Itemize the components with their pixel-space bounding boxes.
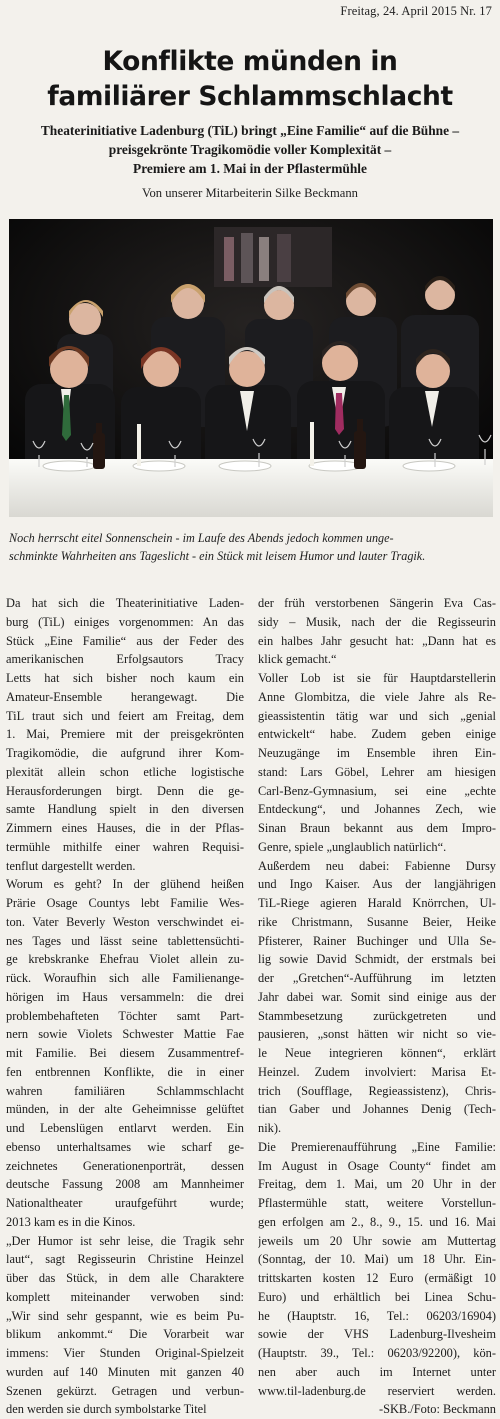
left-column-line: amerikanischen Erfolgsautors Tracy xyxy=(6,652,244,667)
left-column-line: Szenen gekürzt. Getragen und verbun- xyxy=(6,1383,244,1398)
right-column-line: Freitag, dem 1. Mai, um 20 Uhr in der xyxy=(258,1177,496,1192)
right-column-line: (Hauptstr. 39., Tel.: 06203/92200), kön- xyxy=(258,1346,496,1360)
left-column-line: immens: Vier Stunden Original-Spielzeit xyxy=(6,1346,244,1360)
left-column-line: zeichnetes Generationenporträt, dessen xyxy=(6,1158,244,1173)
left-column-line: problembehafteten Töchter samt Part- xyxy=(6,1008,244,1023)
right-column-line: Carl-Benz-Gymnasium, sei eine „echte xyxy=(258,783,496,798)
left-column-line: „Wir sind sehr gespannt, wie es beim Pu- xyxy=(6,1308,244,1323)
right-column-line: Im August in Osage County“ findet am xyxy=(258,1158,496,1173)
photo-caption xyxy=(9,529,493,565)
subhead-line-3: Premiere am 1. Mai in der Pflastermühle xyxy=(133,161,367,176)
left-column-line: fen entbrennen Konflikte, die in einer xyxy=(6,1064,244,1079)
left-column-line: Stück „Eine Familie“ aus der Feder des xyxy=(6,633,244,648)
left-column-line: termühle mithilfe einer wahren Requisi- xyxy=(6,839,244,854)
right-column-line: sidy – Musik, nach der die Regisseurin xyxy=(258,614,496,629)
caption-line-2: schminkte Wahrheiten ans Tageslicht - ein Stück mit leisem Humor und lauter Tragik. xyxy=(9,549,426,563)
left-column-line: 2013 kam es in die Kinos. xyxy=(6,1214,136,1229)
left-column-line: Da hat sich die Theaterinitiative Laden- xyxy=(6,596,244,610)
right-column-line: Die Premierenaufführung „Eine Familie: xyxy=(258,1139,496,1154)
subheadline xyxy=(0,121,500,178)
right-column-line: Entdeckung“, und Johannes Zech, wie xyxy=(258,802,496,817)
left-column-line: und Lebenslügen entlarvt werden. Ein xyxy=(6,1121,244,1135)
left-column-line: plexität allein schon etliche logistische xyxy=(6,764,244,779)
right-column-line: jeweils um 20 Uhr sowie am Muttertag xyxy=(258,1233,496,1248)
left-column-line: Amateur-Ensemble herangewagt. Die xyxy=(6,689,244,704)
right-column-line: Genre, spiele „unglaublich natürlich“. xyxy=(258,839,447,854)
right-column-line: TiL-Riege agieren Harald Knörrchen, Ul- xyxy=(258,896,496,910)
right-column-line: stand: Lars Göbel, Lehrer am hiesigen xyxy=(258,764,496,779)
left-column-line: ebenso unterhaltsames wie scharf ge- xyxy=(6,1139,244,1154)
right-column-line: (Sonntag, der 10. Mai) um 18 Uhr. Ein- xyxy=(258,1252,496,1267)
right-column-line: Anne Glombitza, die viele Jahre als Re- xyxy=(258,689,496,704)
headline-line-1: Konflikte münden in xyxy=(102,46,398,77)
right-column-line: trittskarten kosten 12 Euro (ermäßigt 10 xyxy=(258,1271,496,1285)
group-photo-icon xyxy=(9,219,493,517)
left-column-line: komplett miteinander verwoben sind: xyxy=(6,1289,244,1304)
left-column-line: hörigen im Haus versammeln: die drei xyxy=(6,989,244,1004)
right-column-line: he (Hauptstr. 16, Tel.: 06203/16904) xyxy=(258,1308,496,1323)
dateline: Freitag, 24. April 2015 Nr. 17 xyxy=(340,4,492,18)
left-column-line: TiL traut sich und feiert am Freitag, dem xyxy=(6,708,244,723)
article-column-right xyxy=(258,594,496,1419)
right-column-line: nen aber auch im Internet unter xyxy=(258,1364,496,1379)
left-column-line: burg (TiL) einiges vorgenommen: An das xyxy=(6,614,244,629)
right-column-line: pausieren, „sonst hätten wir nicht so vie- xyxy=(258,1027,496,1042)
right-column-line: Voller Lob ist sie für Hauptdarstellerin xyxy=(258,671,496,685)
right-column-line: Sinan Braun bekannt aus dem Impro- xyxy=(258,821,496,835)
caption-line-1: Noch herrscht eitel Sonnenschein - im Laufe des Abends jedoch kommen unge- xyxy=(9,531,394,545)
left-column-line: deutsche Fassung 2008 am Mannheimer xyxy=(6,1177,244,1192)
right-column-line: ein halbes Jahr gesucht hat: „Dann hat es xyxy=(258,633,496,648)
article-column-left xyxy=(6,594,244,1419)
right-column-line: Außerdem neu dabei: Fabienne Dursy xyxy=(258,858,496,873)
right-column-line: Pflastermühle statt, weitere Vorstellun- xyxy=(258,1196,496,1210)
left-column-line: nern sowie Violets Schwester Mattie Fae xyxy=(6,1027,244,1042)
left-column-line: Letts hat sich bisher noch kaum ein xyxy=(6,671,244,685)
left-column-line: rück. Woraufhin sich alle Familienange- xyxy=(6,971,244,985)
left-column-line: wahren familiären Schlammschlacht xyxy=(6,1083,244,1098)
right-column-line: Pfisterer, Rainer Buchinger und Ulla Se- xyxy=(258,933,496,948)
right-column-line: trich (Soufflage, Regieassistenz), Chris- xyxy=(258,1083,496,1098)
right-column-line: Stammbesetzung zurückgetreten und xyxy=(258,1008,496,1023)
left-column-line: tenflut dargestellt werden. xyxy=(6,858,136,873)
right-column-line: Euro) und erhältlich bei Linea Schu- xyxy=(258,1289,496,1304)
left-column-line: ge krebskranke Ehefrau Violet allein zu- xyxy=(6,952,244,967)
left-column-line: 1. Mai, Premiere mit der preisgekrönten xyxy=(6,727,244,742)
right-column-line: Neuzugänge im Ensemble ihren Ein- xyxy=(258,746,496,760)
right-column-line: lig sowie David Schmidt, der erstmals bei xyxy=(258,952,496,967)
left-column-line: Tragikomödie, die aufgrund ihrer Kom- xyxy=(6,746,244,760)
right-column-line: www.til-ladenburg.de reserviert werden. xyxy=(258,1383,496,1398)
right-column-line: tian Gaber und Johannes Denig (Tech- xyxy=(258,1102,496,1117)
left-column-line: Prärie Osage Countys lebt Familie Wes- xyxy=(6,896,244,910)
left-column-line: nes Tages und lässt seine tablettensüchti- xyxy=(6,933,244,948)
left-column-line: laut“, sagt Regisseurin Christine Heinzel xyxy=(6,1252,244,1267)
right-column-line: und Ingo Kaiser. Aus der langjährigen xyxy=(258,877,496,892)
subhead-line-1: Theaterinitiative Ladenburg (TiL) bringt „Eine Familie“ auf die Bühne – xyxy=(40,123,460,138)
right-column-line: klick gemacht.“ xyxy=(258,652,337,667)
left-column-line: blikum ankommt.“ Die Vorarbeit war xyxy=(6,1327,244,1342)
left-column-line: über das Stück, in dem alle Charaktere xyxy=(6,1271,244,1285)
right-column-line: Heinzel. Zudem involviert: Marisa Et- xyxy=(258,1064,496,1079)
left-column-line: samte Handlung spielt in den diversen xyxy=(6,802,244,817)
right-column-line: gieassistentin tätig war und sich „genial xyxy=(258,708,496,723)
left-column-line: Herausforderungen birgt. Denn die ge- xyxy=(6,783,244,798)
left-column-line: Nationaltheater uraufgeführt wurde; xyxy=(6,1196,244,1210)
left-column-line: den werden sie durch symbolstarke Titel xyxy=(6,1402,207,1417)
photo-credit: -SKB./Foto: Beckmann xyxy=(378,1402,496,1417)
left-column-line: mit Familie. Bei diesem Zusammentref- xyxy=(6,1046,244,1060)
group-photo xyxy=(9,219,493,517)
headline-line-2: familiärer Schlammschlacht xyxy=(47,81,453,112)
headline xyxy=(0,44,500,114)
right-column-line: sowie der VHS Ladenburg-Ilvesheim xyxy=(258,1327,496,1342)
right-column-line: rike Christmann, Susanne Beier, Heike xyxy=(258,914,496,929)
right-column-line: nik). xyxy=(258,1121,282,1135)
left-column-line: münden, in der alte Geheimnisse gelüftet xyxy=(6,1102,244,1117)
left-column-line: ton. Vater Beverly Weston verschwindet ei- xyxy=(6,914,244,929)
left-column-line: Worum es geht? In der glühend heißen xyxy=(6,877,244,892)
right-column-line: entwickelt“ habe. Zudem geben einige xyxy=(258,727,496,742)
left-column-line: Zimmern eines Hauses, die in der Pflas- xyxy=(6,821,244,835)
right-column-line: der „Gretchen“-Aufführung im letzten xyxy=(258,971,496,985)
right-column-line: Jahr dabei war. Somit sind einige aus der xyxy=(258,989,496,1004)
subhead-line-2: preisgekrönte Tragikomödie voller Komplexität – xyxy=(108,142,392,157)
left-column-line: wurden auf 140 Minuten mit ganzen 40 xyxy=(6,1364,244,1379)
right-column-line: le Neue integrieren können“, erklärt xyxy=(258,1046,496,1060)
right-column-line: gen erfolgen am 2., 8., 9., 15. und 16. Mai xyxy=(258,1214,496,1229)
left-column-line: „Der Humor ist sehr leise, die Tragik sehr xyxy=(6,1233,244,1248)
byline: Von unserer Mitarbeiterin Silke Beckmann xyxy=(142,186,358,200)
right-column-line: der früh verstorbenen Sängerin Eva Cas- xyxy=(258,596,496,610)
